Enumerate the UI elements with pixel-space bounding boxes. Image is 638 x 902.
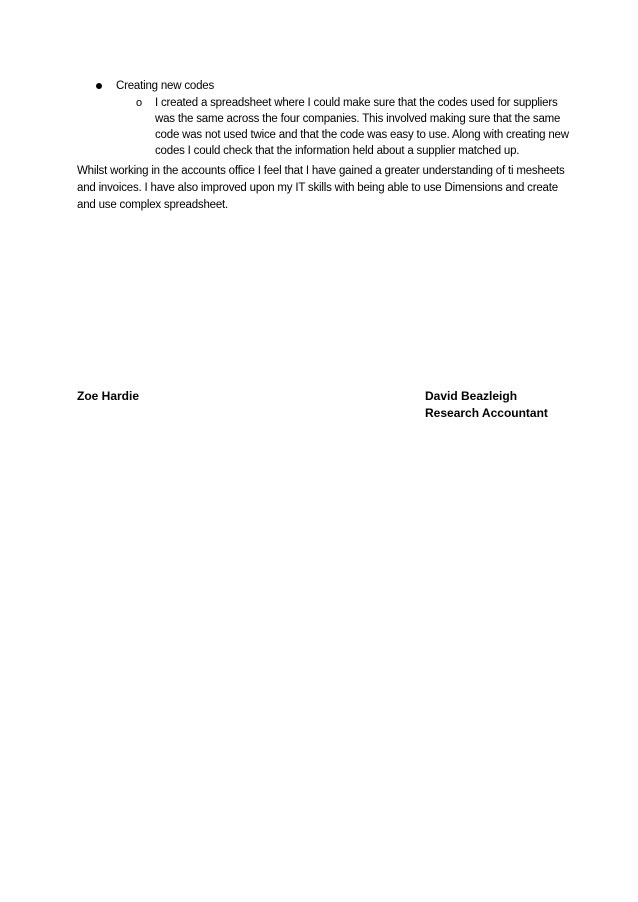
sub-bullet-line: code was not used twice and that the code was easy to use. Along with creating new — [155, 129, 569, 141]
right-signatory-title: Research Accountant — [425, 406, 548, 420]
sub-bullet-line: was the same across the four companies. This involved making sure that the same — [155, 113, 561, 125]
sub-bullet-marker-icon: o — [136, 97, 142, 109]
sub-bullet-line: codes I could check that the information held about a supplier matched up. — [155, 145, 520, 157]
bullet-label: Creating new codes — [116, 80, 215, 92]
signature-left — [77, 388, 139, 405]
bullet-dot-icon — [96, 83, 102, 89]
sub-bullet-text — [155, 95, 575, 159]
paragraph-line: and invoices. I have also improved upon my IT skills with being able to use Dimensions and create — [77, 182, 558, 194]
summary-paragraph — [77, 163, 567, 214]
paragraph-line: and use complex spreadsheet. — [77, 199, 229, 211]
left-signatory-name: Zoe Hardie — [77, 389, 140, 403]
paragraph-line: Whilst working in the accounts office I feel that I have gained a greater understanding of ti mesheets — [77, 165, 565, 177]
signature-right — [425, 388, 548, 422]
sub-bullet-line: I created a spreadsheet where I could make sure that the codes used for suppliers — [155, 97, 558, 109]
right-signatory-name: David Beazleigh — [425, 389, 518, 403]
